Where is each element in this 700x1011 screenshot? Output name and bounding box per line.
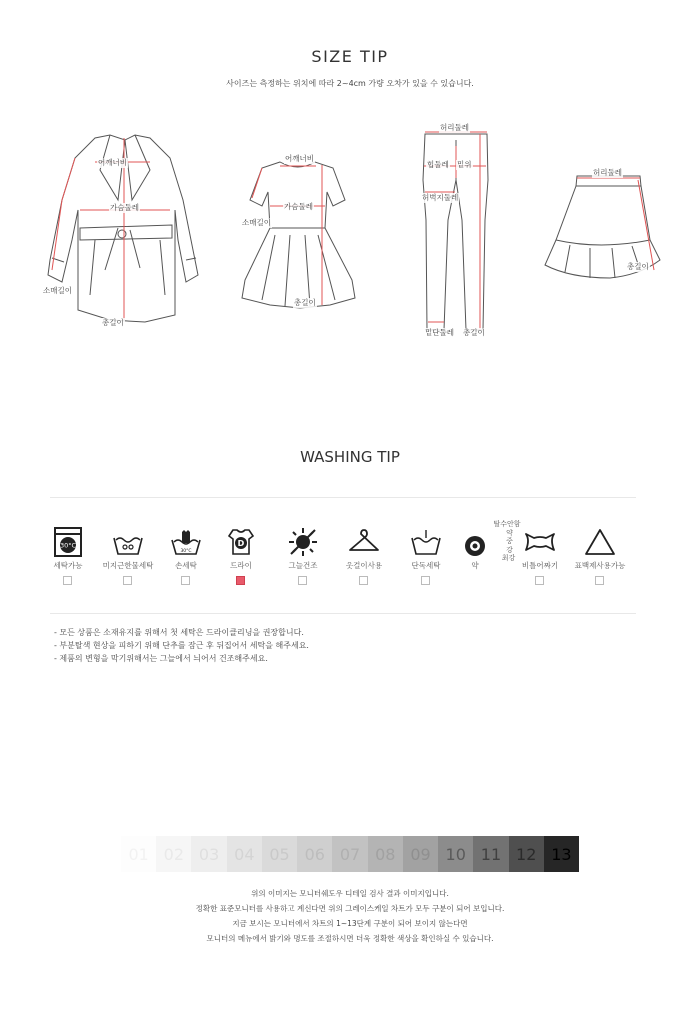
svg-text:D: D xyxy=(237,539,245,548)
dress-length-label: 총길이 xyxy=(294,298,316,307)
spin-options xyxy=(492,520,522,563)
wring-icon xyxy=(524,526,556,558)
wash-label: 드라이 xyxy=(230,561,252,570)
garment-diagrams xyxy=(0,110,700,350)
notice-line: 위의 이미지는 모니터쉐도우 디테일 검사 결과 이미지입니다. xyxy=(251,889,449,898)
hanger-icon xyxy=(348,526,380,558)
washing-tip-title: WASHING TIP xyxy=(300,448,400,466)
monitor-notice xyxy=(0,886,700,946)
shade-dry-icon xyxy=(287,526,319,558)
care-note: - 부분탈색 현상을 피하기 위해 단추를 잠근 후 뒤집어서 세탁을 해주세요. xyxy=(54,641,309,650)
dress-chest-label: 가슴둘레 xyxy=(284,202,313,211)
grayscale-chart xyxy=(121,836,579,872)
coat-shoulder-label: 어깨너비 xyxy=(98,158,127,167)
separate-wash-icon xyxy=(410,526,442,558)
svg-text:30°C: 30°C xyxy=(180,549,192,554)
care-notes xyxy=(54,626,654,665)
lukewarm-wash-icon xyxy=(112,526,144,558)
pants-waist-label: 허리둘레 xyxy=(440,123,469,132)
grayscale-cell: 05 xyxy=(262,836,297,872)
wash-checkbox[interactable] xyxy=(359,576,368,585)
dress-illustration xyxy=(242,162,355,308)
wash-label: 약 xyxy=(471,561,479,570)
wash-label: 옷걸이사용 xyxy=(345,561,383,570)
grayscale-cell: 09 xyxy=(403,836,438,872)
pants-hem-label: 밑단둘레 xyxy=(425,328,454,337)
size-tip-subtitle: 사이즈는 측정하는 위치에 따라 2~4cm 가량 오차가 있을 수 있습니다. xyxy=(226,79,474,88)
pants-hip-label: 힙둘레 xyxy=(427,160,449,169)
grayscale-cell: 13 xyxy=(544,836,579,872)
spin-option: 약 xyxy=(506,528,513,537)
notice-line: 정확한 표준모니터를 사용하고 계신다면 위의 그레이스케일 차트가 모두 구분이 되어 보입니다. xyxy=(195,904,505,913)
dress-sleeve-label: 소매길이 xyxy=(242,218,271,227)
grayscale-cell: 08 xyxy=(368,836,403,872)
grayscale-cell: 02 xyxy=(156,836,191,872)
coat-sleeve-label: 소매길이 xyxy=(43,286,72,295)
wash-checkbox[interactable] xyxy=(298,576,307,585)
grayscale-cell: 06 xyxy=(297,836,332,872)
size-tip-title: SIZE TIP xyxy=(311,47,389,66)
wash-checkbox[interactable] xyxy=(181,576,190,585)
grayscale-cell: 12 xyxy=(509,836,544,872)
divider-top xyxy=(50,497,636,498)
bleach-icon xyxy=(584,526,616,558)
wash-checkbox[interactable] xyxy=(535,576,544,585)
grayscale-cell: 11 xyxy=(473,836,508,872)
spin-option: 최강 xyxy=(501,554,516,562)
grayscale-cell: 01 xyxy=(121,836,156,872)
pants-length-label: 총길이 xyxy=(463,328,485,337)
coat-chest-label: 가슴둘레 xyxy=(110,203,139,212)
care-note: - 제품의 변형을 막기위해서는 그늘에서 늬어서 건조해주세요. xyxy=(54,654,268,663)
grayscale-cell: 04 xyxy=(227,836,262,872)
washing-machine-icon xyxy=(52,526,84,558)
spin-option: 중 xyxy=(506,537,513,545)
divider-bottom xyxy=(50,613,636,614)
skirt-waist-label: 허리둘레 xyxy=(593,168,622,177)
coat-length-label: 총길이 xyxy=(102,318,124,327)
garment-illustrations xyxy=(0,110,700,350)
wash-checkbox-checked[interactable] xyxy=(236,576,245,585)
spin-option: 강 xyxy=(506,545,513,554)
skirt-length-label: 총길이 xyxy=(627,262,649,271)
wash-checkbox[interactable] xyxy=(63,576,72,585)
spin-option: 탈수안함 xyxy=(493,520,521,528)
wash-checkbox[interactable] xyxy=(595,576,604,585)
pants-thigh-label: 허벅지둘레 xyxy=(422,193,459,202)
washing-icons-row xyxy=(40,520,660,590)
care-note: - 모든 상품은 소재유지를 위해서 첫 세탁은 드라이클리닝을 권장합니다. xyxy=(54,628,304,637)
wash-checkbox[interactable] xyxy=(421,576,430,585)
svg-text:30°C: 30°C xyxy=(59,541,77,550)
wash-label: 그늘건조 xyxy=(288,561,318,570)
dry-clean-icon xyxy=(225,526,257,558)
hand-wash-icon xyxy=(170,526,202,558)
wash-label: 손세탁 xyxy=(175,561,197,570)
spin-dry-icon xyxy=(459,526,491,558)
pants-rise-label: 밑위 xyxy=(457,160,472,169)
grayscale-cell: 10 xyxy=(438,836,473,872)
wash-label: 단독세탁 xyxy=(411,561,441,570)
grayscale-cell: 07 xyxy=(332,836,367,872)
notice-line: 지금 보시는 모니터에서 차트의 1~13단계 구분이 되어 보이지 않는다면 xyxy=(232,919,468,928)
grayscale-cell: 03 xyxy=(191,836,226,872)
wash-checkbox[interactable] xyxy=(123,576,132,585)
wash-label: 표백제사용가능 xyxy=(574,561,626,570)
wash-label: 비틀어짜기 xyxy=(521,561,559,570)
wash-label: 세탁가능 xyxy=(53,561,83,570)
notice-line: 모니터의 메뉴에서 밝기와 명도를 조절하시면 더욱 정확한 색상을 확인하실 수 있습니다. xyxy=(206,934,494,943)
dress-shoulder-label: 어깨너비 xyxy=(285,154,314,163)
wash-label: 미지근한물세탁 xyxy=(102,561,154,570)
dress-measure-lines xyxy=(252,165,325,305)
